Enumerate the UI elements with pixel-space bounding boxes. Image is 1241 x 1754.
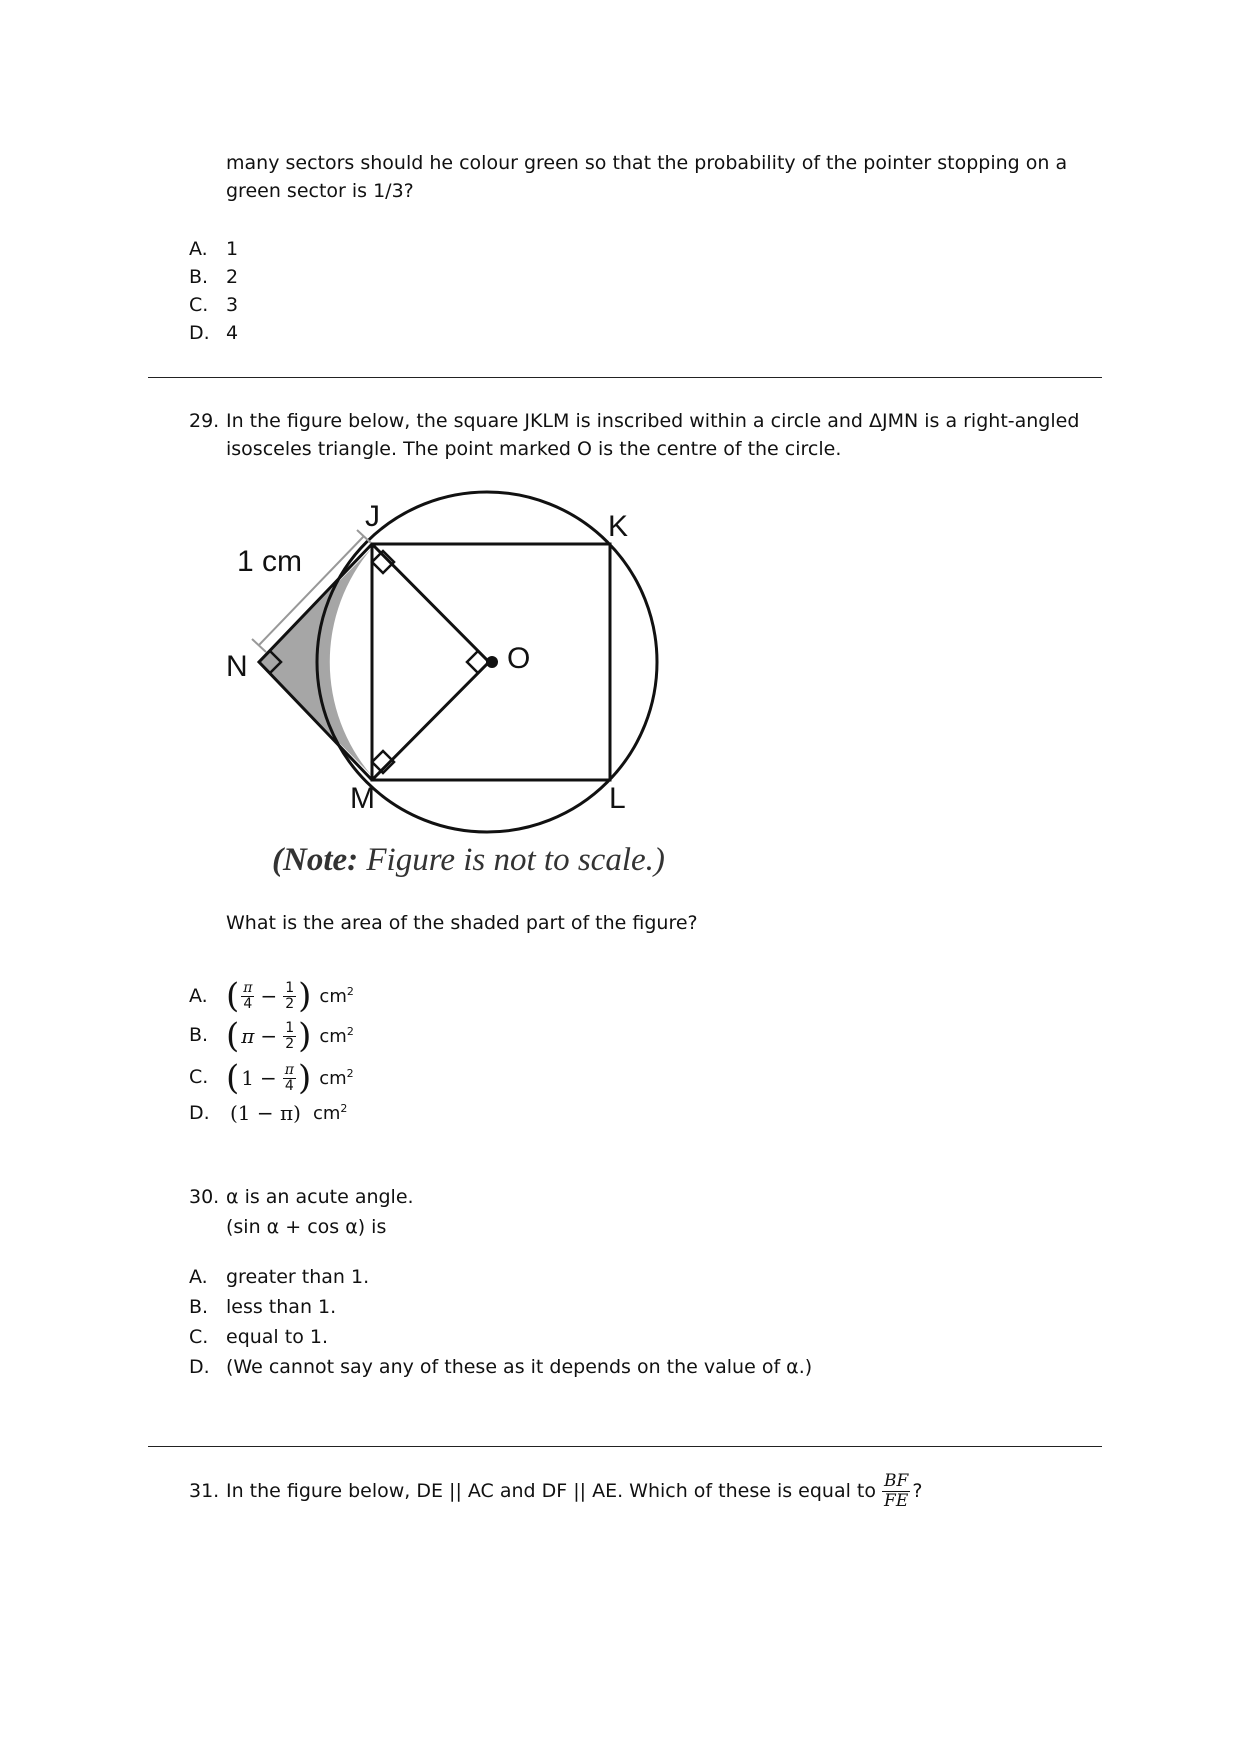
expression: (1 − π) <box>230 1101 301 1125</box>
label-m: M <box>350 782 375 815</box>
paren-left: ( <box>226 976 240 1016</box>
frac-num: π <box>284 1061 294 1078</box>
q30-option-a-letter: A. <box>189 1266 208 1288</box>
q31-fraction <box>882 1472 910 1511</box>
paren-left: ( <box>226 1058 240 1098</box>
paren-right: ) <box>297 1058 312 1098</box>
q30-stem-line1: α is an acute angle. <box>226 1186 414 1208</box>
question-mark: ? <box>912 1480 923 1502</box>
q30-option-a-text: greater than 1. <box>226 1266 370 1288</box>
side-length-label: 1 cm <box>237 545 303 578</box>
q29-question: What is the area of the shaded part of the figure? <box>226 912 698 934</box>
q28-option-a-text: 1 <box>226 238 239 260</box>
unit-text: cm <box>312 1103 341 1124</box>
unit <box>319 985 353 1007</box>
q30-stem-line2: (sin α + cos α) is <box>226 1216 387 1238</box>
q28-option-a-letter: A. <box>189 238 208 260</box>
q28-option-c-text: 3 <box>226 294 239 316</box>
paren-left: ( <box>226 1016 240 1056</box>
fraction <box>241 981 254 1012</box>
figure-note-rest: Figure is not to scale.) <box>358 842 665 878</box>
q30-option-b-letter: B. <box>189 1296 209 1318</box>
fraction <box>283 1021 296 1052</box>
q29-stem-line2: isosceles triangle. The point marked O is the centre of the circle. <box>226 438 842 460</box>
q28-stem-line2: green sector is 1/3? <box>226 180 414 202</box>
unit <box>313 1102 347 1124</box>
q29-option-c-letter: C. <box>189 1066 209 1088</box>
frac-den: FE <box>884 1490 909 1511</box>
unit-text: cm <box>319 986 347 1007</box>
minus-sign: − <box>260 1066 277 1090</box>
frac-num: π <box>243 979 253 996</box>
q29-option-b-letter: B. <box>189 1024 209 1046</box>
frac-num: BF <box>884 1470 909 1491</box>
minus-sign: − <box>260 1024 278 1048</box>
label-n: N <box>226 650 248 683</box>
unit-exponent: 2 <box>346 1025 354 1038</box>
label-k: K <box>608 510 629 543</box>
q30-option-d-text: (We cannot say any of these as it depends on the value of α.) <box>226 1356 813 1378</box>
section-divider <box>148 1446 1102 1447</box>
q29-option-d-expr <box>226 1091 347 1135</box>
unit <box>319 1067 353 1089</box>
q29-stem-line1: In the figure below, the square JKLM is inscribed within a circle and ΔJMN is a right-angled <box>226 410 1080 432</box>
frac-num: 1 <box>285 979 295 996</box>
figure-note-bold: (Note: <box>272 842 359 878</box>
q30-option-b-text: less than 1. <box>226 1296 337 1318</box>
fraction <box>283 981 296 1012</box>
q29-option-d-letter: D. <box>189 1102 210 1124</box>
q28-option-c-letter: C. <box>189 294 209 316</box>
unit-exponent: 2 <box>340 1102 348 1115</box>
unit <box>319 1025 353 1047</box>
q29-option-a-letter: A. <box>189 985 208 1007</box>
radius-lines <box>372 544 489 780</box>
q30-option-d-letter: D. <box>189 1356 210 1378</box>
q31-stem-text: In the figure below, DE || AC and DF || AE. Which of these is equal to <box>226 1480 877 1502</box>
q31-number: 31. <box>189 1480 220 1502</box>
pi-symbol: π <box>241 1024 255 1048</box>
frac-num: 1 <box>285 1019 295 1036</box>
one: 1 <box>241 1066 254 1090</box>
frac-den: 2 <box>285 995 295 1012</box>
label-l: L <box>609 782 626 815</box>
q30-option-c-text: equal to 1. <box>226 1326 328 1348</box>
q29-option-b-expr <box>226 1014 354 1058</box>
unit-exponent: 2 <box>346 985 354 998</box>
frac-den: 4 <box>243 995 253 1012</box>
frac-den: 2 <box>285 1035 295 1052</box>
label-j: J <box>365 500 380 533</box>
q28-option-b-letter: B. <box>189 266 209 288</box>
minus-sign: − <box>260 984 278 1008</box>
q28-option-d-text: 4 <box>226 322 239 344</box>
q31-stem <box>226 1464 922 1518</box>
fraction <box>283 1063 296 1094</box>
paren-right: ) <box>298 1016 312 1056</box>
q30-option-c-letter: C. <box>189 1326 209 1348</box>
unit-exponent: 2 <box>346 1067 354 1080</box>
q28-option-d-letter: D. <box>189 322 210 344</box>
q30-number: 30. <box>189 1186 220 1208</box>
paren-right: ) <box>298 976 312 1016</box>
q28-option-b-text: 2 <box>226 266 239 288</box>
unit-text: cm <box>319 1068 347 1089</box>
unit-text: cm <box>319 1026 347 1047</box>
right-angle-o <box>467 651 489 673</box>
figure-note <box>272 842 665 879</box>
q29-option-a-expr <box>226 974 354 1018</box>
frac-den: 4 <box>284 1077 294 1094</box>
q29-number: 29. <box>189 410 220 432</box>
q28-stem-line1: many sectors should he colour green so that the probability of the pointer stopping on a <box>226 152 1068 174</box>
label-o: O <box>507 642 531 675</box>
